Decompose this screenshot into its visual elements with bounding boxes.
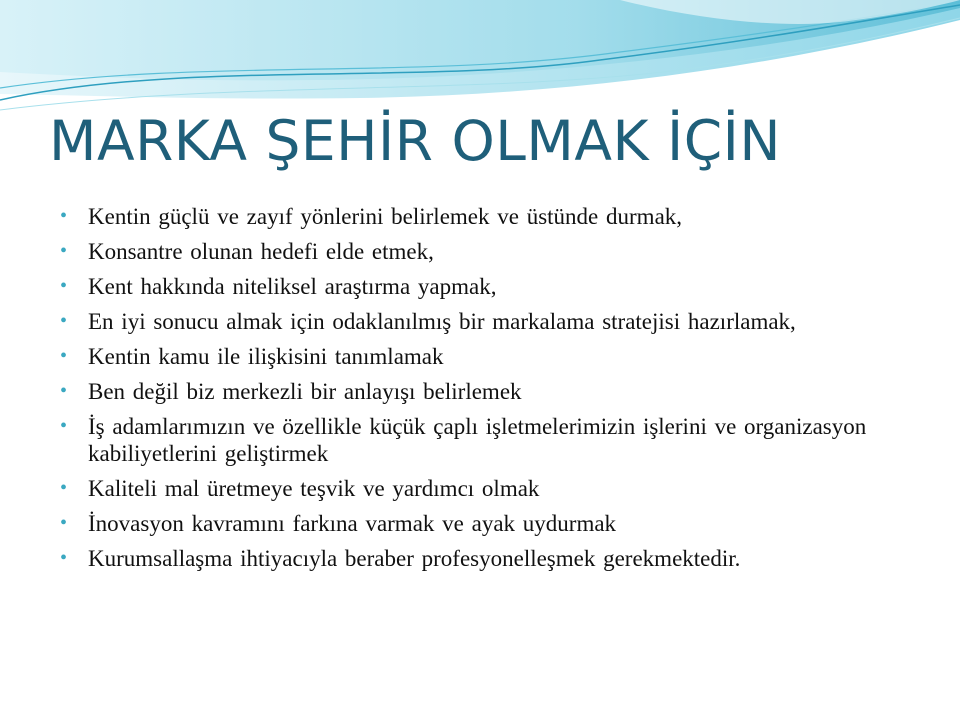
- bullet-marker: •: [60, 512, 68, 534]
- bullet-text: İş adamlarımızın ve özellikle küçük çaplı işletmelerimizin işlerini ve organizasyon kabiliyetlerini geliştirmek: [88, 414, 867, 466]
- bullet-item: [60, 343, 900, 370]
- bullet-item: [60, 510, 900, 537]
- bullet-marker: •: [60, 415, 68, 437]
- bullet-marker: •: [60, 240, 68, 262]
- bullet-list: [60, 203, 900, 580]
- bullet-marker: •: [60, 547, 68, 569]
- bullet-text: Konsantre olunan hedefi elde etmek,: [88, 239, 434, 264]
- bullet-text: Kentin güçlü ve zayıf yönlerini belirlemek ve üstünde durmak,: [88, 204, 683, 229]
- slide-title: MARKA ŞEHİR OLMAK İÇİN: [49, 109, 781, 173]
- bullet-marker: •: [60, 380, 68, 402]
- bullet-item: [60, 273, 900, 300]
- bullet-marker: •: [60, 205, 68, 227]
- bullet-marker: •: [60, 310, 68, 332]
- bullet-item: [60, 378, 900, 405]
- bullet-text: Kaliteli mal üretmeye teşvik ve yardımcı olmak: [88, 476, 540, 501]
- bullet-text: İnovasyon kavramını farkına varmak ve ayak uydurmak: [88, 511, 617, 536]
- bullet-item: [60, 475, 900, 502]
- bullet-marker: •: [60, 345, 68, 367]
- bullet-text: Kurumsallaşma ihtiyacıyla beraber profesyonelleşmek gerekmektedir.: [88, 546, 741, 571]
- bullet-text: Ben değil biz merkezli bir anlayışı belirlemek: [88, 379, 522, 404]
- bullet-item: [60, 238, 900, 265]
- bullet-item: [60, 545, 900, 572]
- bullet-item: [60, 413, 900, 467]
- bullet-text: Kent hakkında niteliksel araştırma yapmak,: [88, 274, 497, 299]
- bullet-marker: •: [60, 275, 68, 297]
- bullet-item: [60, 203, 900, 230]
- bullet-text: Kentin kamu ile ilişkisini tanımlamak: [88, 344, 444, 369]
- bullet-item: [60, 308, 900, 335]
- bullet-marker: •: [60, 477, 68, 499]
- bullet-text: En iyi sonucu almak için odaklanılmış bir markalama stratejisi hazırlamak,: [88, 309, 796, 334]
